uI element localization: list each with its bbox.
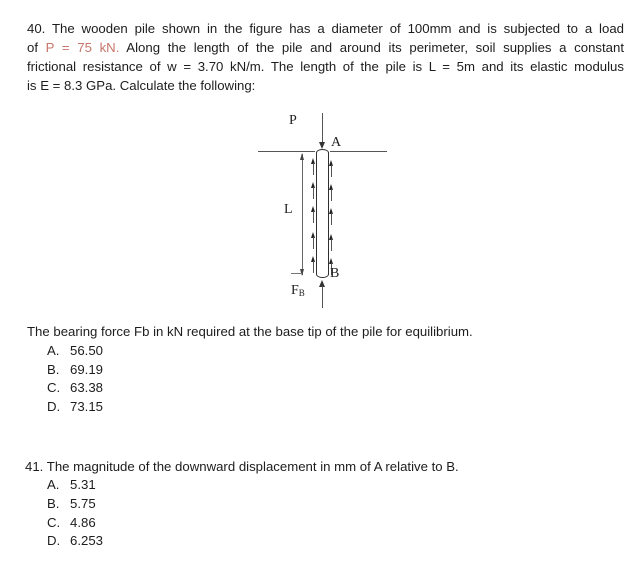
friction-arrow-tail [331,165,332,177]
pile-body [316,149,329,278]
friction-arrow-tail [313,187,314,199]
base-force-label [291,284,305,300]
option-row-d [47,532,585,551]
question-40-text [27,19,624,95]
option-value: 6.253 [70,533,104,549]
friction-arrow-tail [313,211,314,223]
option-value: 69.19 [70,361,104,377]
dimension-arrowhead-top-icon [300,153,304,160]
base-force-label-main: F [291,283,299,298]
text-line: is E = 8.3 GPa. Calculate the following: [27,78,256,93]
text-line: 40. The wooden pile shown in the figure has a diameter of 100mm and is subjected to a load [27,21,624,36]
friction-arrow-tail [313,163,314,175]
option-letter: D. [47,398,61,414]
point-b-label: B [330,266,340,281]
base-force-label-subscript: B [298,288,305,298]
text-segment: of [27,40,46,55]
option-row-c [47,514,585,533]
load-arrowhead-icon [319,142,325,149]
question-41 [25,457,585,551]
length-label: L [284,202,293,217]
option-value: 63.38 [70,380,104,396]
option-value: 5.31 [70,477,96,492]
option-letter: D. [47,533,61,549]
option-row-b [47,361,103,380]
text-line [27,38,624,57]
ground-line-left [258,151,315,152]
option-letter: A. [47,343,60,358]
friction-arrow-tail [331,213,332,225]
point-a-label: A [331,135,342,150]
option-value: 73.15 [70,398,104,414]
load-label: P [289,113,297,128]
option-letter: B. [47,361,60,377]
option-letter: C. [47,514,61,530]
question-41-stem: 41. The magnitude of the downward displacement in mm of A relative to B. [25,459,459,474]
option-letter: A. [47,477,60,492]
option-row-d [47,398,103,417]
base-force-arrow [322,286,323,308]
dimension-end-tick [291,273,302,274]
option-row-b [47,495,585,514]
friction-arrow-tail [313,237,314,249]
text-segment: Along the length of the pile and around its perimeter, soil supplies a constant [119,40,625,55]
option-letter: C. [47,380,61,396]
load-arrow [322,113,323,144]
option-row-c [47,379,103,398]
highlighted-load-value: P = 75 kN. [45,40,120,55]
text-line: frictional resistance of w = 3.70 kN/m. The length of the pile is L = 5m and its elastic modulus [27,59,624,74]
friction-arrow-tail [331,189,332,201]
option-letter: B. [47,495,60,511]
dimension-line [302,154,303,275]
ground-line-right [330,151,387,152]
question-40-stem: The bearing force Fb in kN required at the base tip of the pile for equilibrium. [27,324,473,339]
question-40-options [47,342,103,416]
friction-arrow-tail [313,261,314,273]
pile-figure [253,108,393,313]
option-row-a [47,342,103,361]
option-row-a [47,476,585,495]
question-41-options [47,476,585,551]
option-value: 5.75 [70,495,96,511]
option-value: 4.86 [70,514,96,530]
friction-arrow-tail [331,239,332,251]
option-value: 56.50 [70,343,104,358]
